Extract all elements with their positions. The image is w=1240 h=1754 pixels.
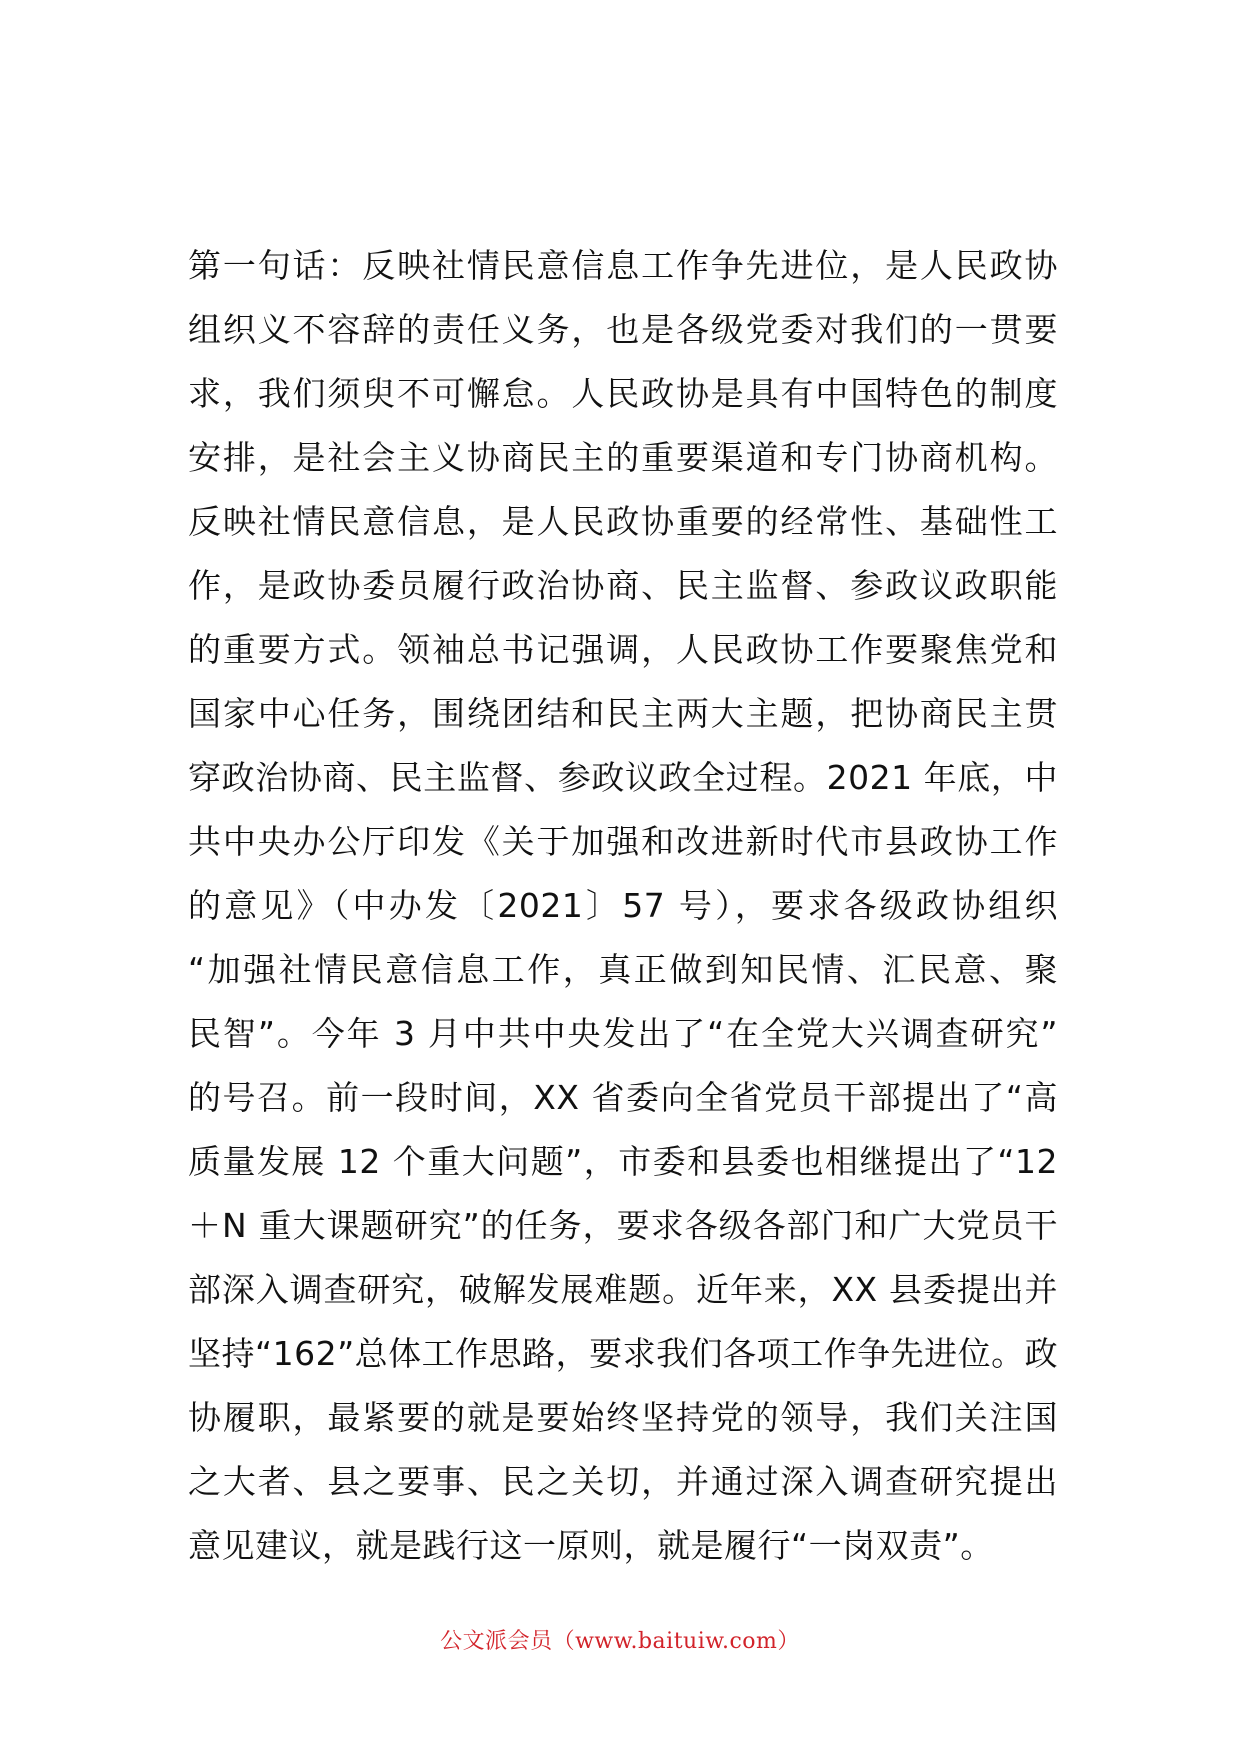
paragraph-line-20: 之大者、县之要事、民之关切，并通过深入调查研究提出 — [188, 1462, 1058, 1501]
paragraph-line-10: 共中央办公厅印发《关于加强和改进新时代市县政协工作 — [188, 822, 1058, 861]
paragraph-line-8: 国家中心任务，围绕团结和民主两大主题，把协商民主贯 — [188, 694, 1058, 733]
paragraph-line-16: ＋N 重大课题研究”的任务，要求各级各部门和广大党员干 — [188, 1206, 1058, 1245]
paragraph-line-12: “加强社情民意信息工作，真正做到知民情、汇民意、聚 — [188, 950, 1058, 989]
paragraph-line-7: 的重要方式。领袖总书记强调，人民政协工作要聚焦党和 — [188, 630, 1058, 669]
paragraph-line-5: 反映社情民意信息，是人民政协重要的经常性、基础性工 — [188, 502, 1058, 541]
paragraph-line-21: 意见建议，就是践行这一原则，就是履行“一岗双责”。 — [188, 1526, 994, 1565]
paragraph-line-2: 组织义不容辞的责任义务，也是各级党委对我们的一贯要 — [188, 310, 1058, 349]
paragraph-line-19: 协履职，最紧要的就是要始终坚持党的领导，我们关注国 — [188, 1398, 1058, 1437]
paragraph-line-6: 作，是政协委员履行政治协商、民主监督、参政议政职能 — [188, 566, 1058, 605]
paragraph-line-3: 求，我们须臾不可懈怠。人民政协是具有中国特色的制度 — [188, 374, 1058, 413]
paragraph-line-1: 第一句话：反映社情民意信息工作争先进位，是人民政协 — [188, 246, 1058, 285]
paragraph-line-11: 的意见》（中办发〔2021〕57 号），要求各级政协组织 — [188, 886, 1058, 925]
paragraph-line-18: 坚持“162”总体工作思路，要求我们各项工作争先进位。政 — [188, 1334, 1059, 1373]
paragraph-line-9: 穿政治协商、民主监督、参政议政全过程。2021 年底，中 — [188, 758, 1058, 797]
paragraph-line-15: 质量发展 12 个重大问题”，市委和县委也相继提出了“12 — [188, 1142, 1058, 1181]
paragraph-line-13: 民智”。今年 3 月中共中央发出了“在全党大兴调查研究” — [188, 1014, 1058, 1053]
paragraph-line-4: 安排，是社会主义协商民主的重要渠道和专门协商机构。 — [188, 438, 1058, 477]
footer-watermark-link[interactable]: 公文派会员（www.baituiw.com） — [440, 1629, 800, 1654]
body-paragraph — [188, 234, 1058, 1578]
paragraph-line-14: 的号召。前一段时间，XX 省委向全省党员干部提出了“高 — [188, 1078, 1058, 1117]
paragraph-line-17: 部深入调查研究，破解发展难题。近年来，XX 县委提出并 — [188, 1270, 1058, 1309]
